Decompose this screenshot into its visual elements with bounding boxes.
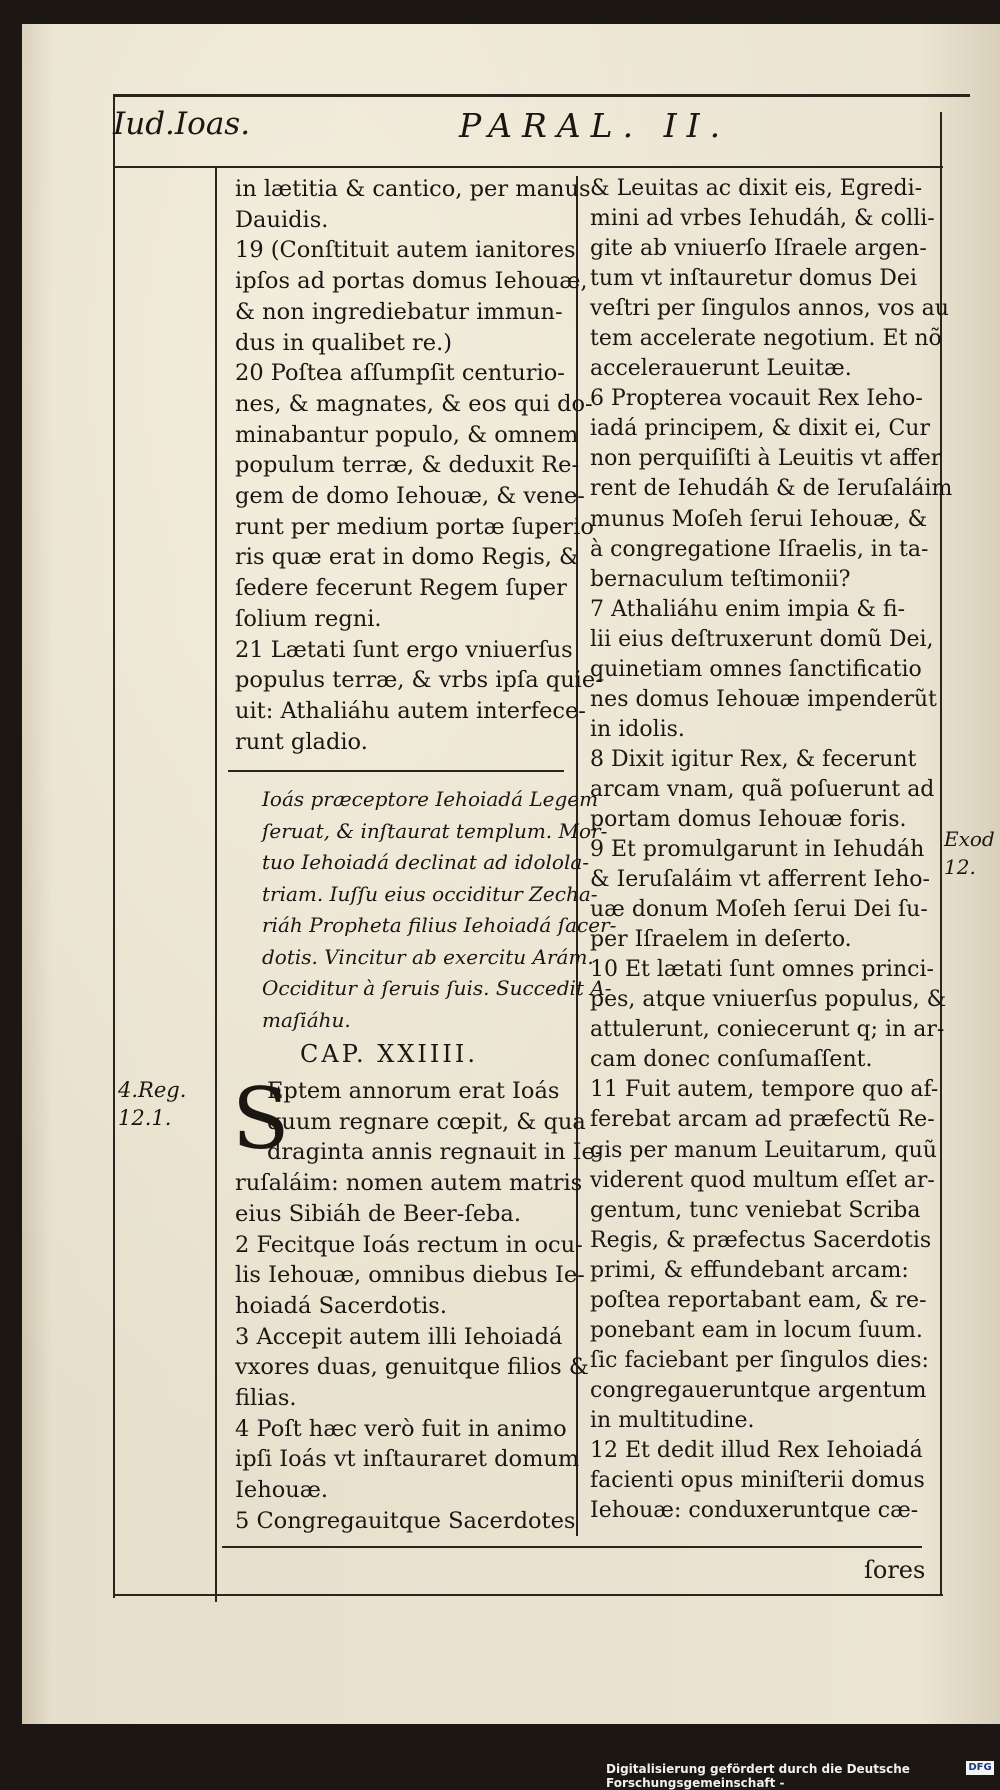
- text-line: Iehouæ: conduxeruntque cæ-: [590, 1498, 919, 1524]
- text-line: 3 Accepit autem illi Iehoiadá: [235, 1323, 563, 1350]
- text-line: gis per manum Leuitarum, quũ: [590, 1137, 937, 1163]
- text-line: & Ieruſaláim vt afferrent Ieho-: [590, 867, 930, 893]
- margin-note-line: 12.1.: [118, 1106, 172, 1130]
- text-line: filias.: [235, 1385, 297, 1412]
- text-line: hoiadá Sacerdotis.: [235, 1292, 448, 1319]
- catchword: ſores: [864, 1556, 926, 1584]
- text-line: Regis, & præfectus Sacerdotis: [590, 1227, 932, 1253]
- text-line: & Leuitas ac dixit eis, Egredi-: [590, 176, 923, 201]
- text-line: in idolis.: [590, 716, 685, 742]
- text-line: ipſos ad portas domus Iehouæ,: [235, 268, 588, 295]
- text-line: ris quæ erat in domo Regis, &: [235, 544, 580, 571]
- text-line: non perquiſiſti à Leuitis vt affer: [590, 446, 942, 472]
- header-bottom-rule: [113, 166, 943, 168]
- summary-line: ſeruat, & inſtaurat templum. Mor-: [262, 818, 608, 843]
- text-line: per Iſraelem in deſerto.: [590, 927, 852, 953]
- running-head-left: Iud.Ioas.: [113, 106, 251, 142]
- text-line: ferebat arcam ad præfectũ Re-: [590, 1107, 935, 1133]
- text-line: Dauidis.: [235, 206, 329, 233]
- text-line: ponebant eam in locum ſuum.: [590, 1317, 923, 1343]
- frame-bottom-rule: [113, 1594, 943, 1596]
- summary-line: Ioás præceptore Iehoiadá Legem: [262, 787, 599, 811]
- text-line: viderent quod multum eſſet ar-: [590, 1167, 935, 1193]
- text-line: uit: Athaliáhu autem interfece-: [235, 697, 586, 724]
- text-line: pes, atque vniuerſus populus, &: [590, 987, 947, 1013]
- text-line: 21 Lætati ſunt ergo vniuerſus: [235, 636, 573, 663]
- summary-top-rule: [228, 770, 564, 772]
- text-line: quinetiam omnes ſanctificatio: [590, 656, 922, 682]
- text-line: gite ab vniuerſo Iſraele argen-: [590, 236, 927, 262]
- dfg-logo: DFG: [966, 1761, 994, 1775]
- text-line: tum vt inſtauretur domus Dei: [590, 266, 917, 292]
- text-line: attulerunt, coniecerunt q; in ar-: [590, 1017, 945, 1043]
- text-line: runt gladio.: [235, 728, 368, 755]
- text-line: congregaueruntque argentum: [590, 1377, 927, 1403]
- text-line: lii eius deſtruxerunt domũ Dei,: [590, 626, 934, 652]
- text-line: 8 Dixit igitur Rex, & fecerunt: [590, 746, 917, 772]
- text-line: runt per medium portæ ſuperio: [235, 513, 594, 540]
- text-line: rent de Iehudáh & de Ieruſaláim: [590, 476, 953, 502]
- summary-line: tuo Iehoiadá declinat ad idolola-: [262, 850, 590, 874]
- text-line: 7 Athaliáhu enim impia & fi-: [590, 596, 906, 622]
- text-line: facienti opus miniſterii domus: [590, 1468, 925, 1494]
- text-line: 11 Fuit autem, tempore quo af-: [590, 1077, 939, 1103]
- text-line: 4 Poſt hæc verò fuit in animo: [235, 1415, 567, 1442]
- left-column-bottom: [235, 1076, 602, 1537]
- text-line: 5 Congregauitque Sacerdotes: [235, 1507, 576, 1534]
- text-line: ruſaláim: nomen autem matris: [235, 1170, 583, 1197]
- text-line: poſtea reportabant eam, & re-: [590, 1287, 927, 1313]
- text-line: ſic faciebant per ſingulos dies:: [590, 1347, 929, 1373]
- text-line: eius Sibiáh de Beer-ſeba.: [235, 1200, 521, 1227]
- text-line: à congregatione Iſraelis, in ta-: [590, 536, 929, 562]
- text-line: 2 Fecitque Ioás rectum in ocu-: [235, 1231, 583, 1258]
- text-bottom-rule: [222, 1546, 922, 1548]
- text-line: vxores duas, genuitque filios &: [235, 1354, 589, 1381]
- text-line: ſedere fecerunt Regem ſuper: [235, 575, 567, 602]
- summary-line: dotis. Vincitur ab exercitu Arám.: [262, 944, 594, 969]
- text-line: quum regnare cœpit, & qua: [267, 1108, 586, 1135]
- summary-line: riáh Propheta filius Iehoiadá ſacer-: [262, 913, 617, 937]
- text-line: in multitudine.: [590, 1407, 755, 1433]
- text-line: in lætitia & cantico, per manus: [235, 176, 591, 202]
- text-line: Eptem annorum erat Ioás: [267, 1078, 560, 1104]
- text-line: arcam vnam, quã poſuerunt ad: [590, 776, 935, 802]
- chapter-heading: CAP. XXIIII.: [300, 1040, 478, 1068]
- summary-line: Occiditur à ſeruis ſuis. Succedit A-: [262, 976, 612, 1000]
- text-line: mini ad vrbes Iehudáh, & colli-: [590, 206, 935, 232]
- text-line: 20 Poſtea aſſumpſit centurio-: [235, 360, 565, 387]
- text-line: ſolium regni.: [235, 605, 382, 632]
- text-line: gentum, tunc veniebat Scriba: [590, 1197, 921, 1223]
- text-line: cam donec conſumaſſent.: [590, 1047, 873, 1073]
- text-line: 19 (Conſtituit autem ianitores: [235, 237, 576, 264]
- margin-note-line: 12.: [944, 855, 976, 879]
- text-line: draginta annis regnauit in Ie-: [267, 1139, 603, 1166]
- text-line: munus Moſeh ſerui Iehouæ, &: [590, 506, 928, 532]
- text-line: populum terræ, & deduxit Re-: [235, 452, 580, 479]
- text-line: nes, & magnates, & eos qui do-: [235, 390, 593, 417]
- text-line: 6 Propterea vocauit Rex Ieho-: [590, 386, 923, 412]
- digitization-credit: Digitalisierung gefördert durch die Deutsche Forschungsgemeinschaft -: [606, 1762, 910, 1790]
- text-line: iadá principem, & dixit ei, Cur: [590, 416, 930, 442]
- margin-note-line: Exod: [944, 827, 995, 851]
- right-column: [590, 174, 952, 1526]
- header-top-rule: [113, 94, 970, 97]
- chapter-summary: [262, 784, 616, 1036]
- summary-line: maſiáhu.: [262, 1007, 351, 1032]
- text-line: minabantur populo, & omnem: [235, 421, 579, 448]
- text-line: bernaculum teſtimonii?: [590, 566, 851, 592]
- text-line: uæ donum Moſeh ſerui Dei ſu-: [590, 897, 928, 923]
- text-line: dus in qualibet re.): [235, 329, 453, 356]
- text-line: accelerauerunt Leuitæ.: [590, 356, 852, 382]
- outer-left-rule: [113, 94, 115, 1598]
- text-line: 9 Et promulgarunt in Iehudáh: [590, 837, 925, 863]
- text-line: & non ingrediebatur immun-: [235, 298, 563, 325]
- text-line: Iehouæ.: [235, 1477, 329, 1504]
- text-line: tem accelerate negotium. Et nõ: [590, 326, 942, 352]
- margin-note-line: 4.Reg.: [118, 1078, 187, 1102]
- drop-cap-letter: S: [232, 1070, 290, 1168]
- margin-reference-left: [118, 1076, 186, 1132]
- text-line: ipſi Ioás vt inſtauraret domum: [235, 1446, 580, 1473]
- text-line: veſtri per ſingulos annos, vos au: [590, 296, 949, 322]
- summary-line: triam. Iuſſu eius occiditur Zecha-: [262, 881, 598, 906]
- text-line: populus terræ, & vrbs ipſa quie-: [235, 667, 603, 694]
- text-line: lis Iehouæ, omnibus diebus Ie-: [235, 1262, 585, 1289]
- text-line: gem de domo Iehouæ, & vene-: [235, 483, 585, 510]
- text-line: portam domus Iehouæ foris.: [590, 806, 907, 832]
- text-line: 12 Et dedit illud Rex Iehoiadá: [590, 1437, 923, 1463]
- left-column-top: [235, 174, 603, 757]
- text-line: 10 Et lætati ſunt omnes princi-: [590, 957, 934, 983]
- running-head-title: PARAL. II.: [459, 106, 731, 145]
- text-line: primi, & effundebant arcam:: [590, 1257, 909, 1283]
- text-line: nes domus Iehouæ impenderũt: [590, 686, 937, 712]
- inner-left-rule: [215, 166, 217, 1602]
